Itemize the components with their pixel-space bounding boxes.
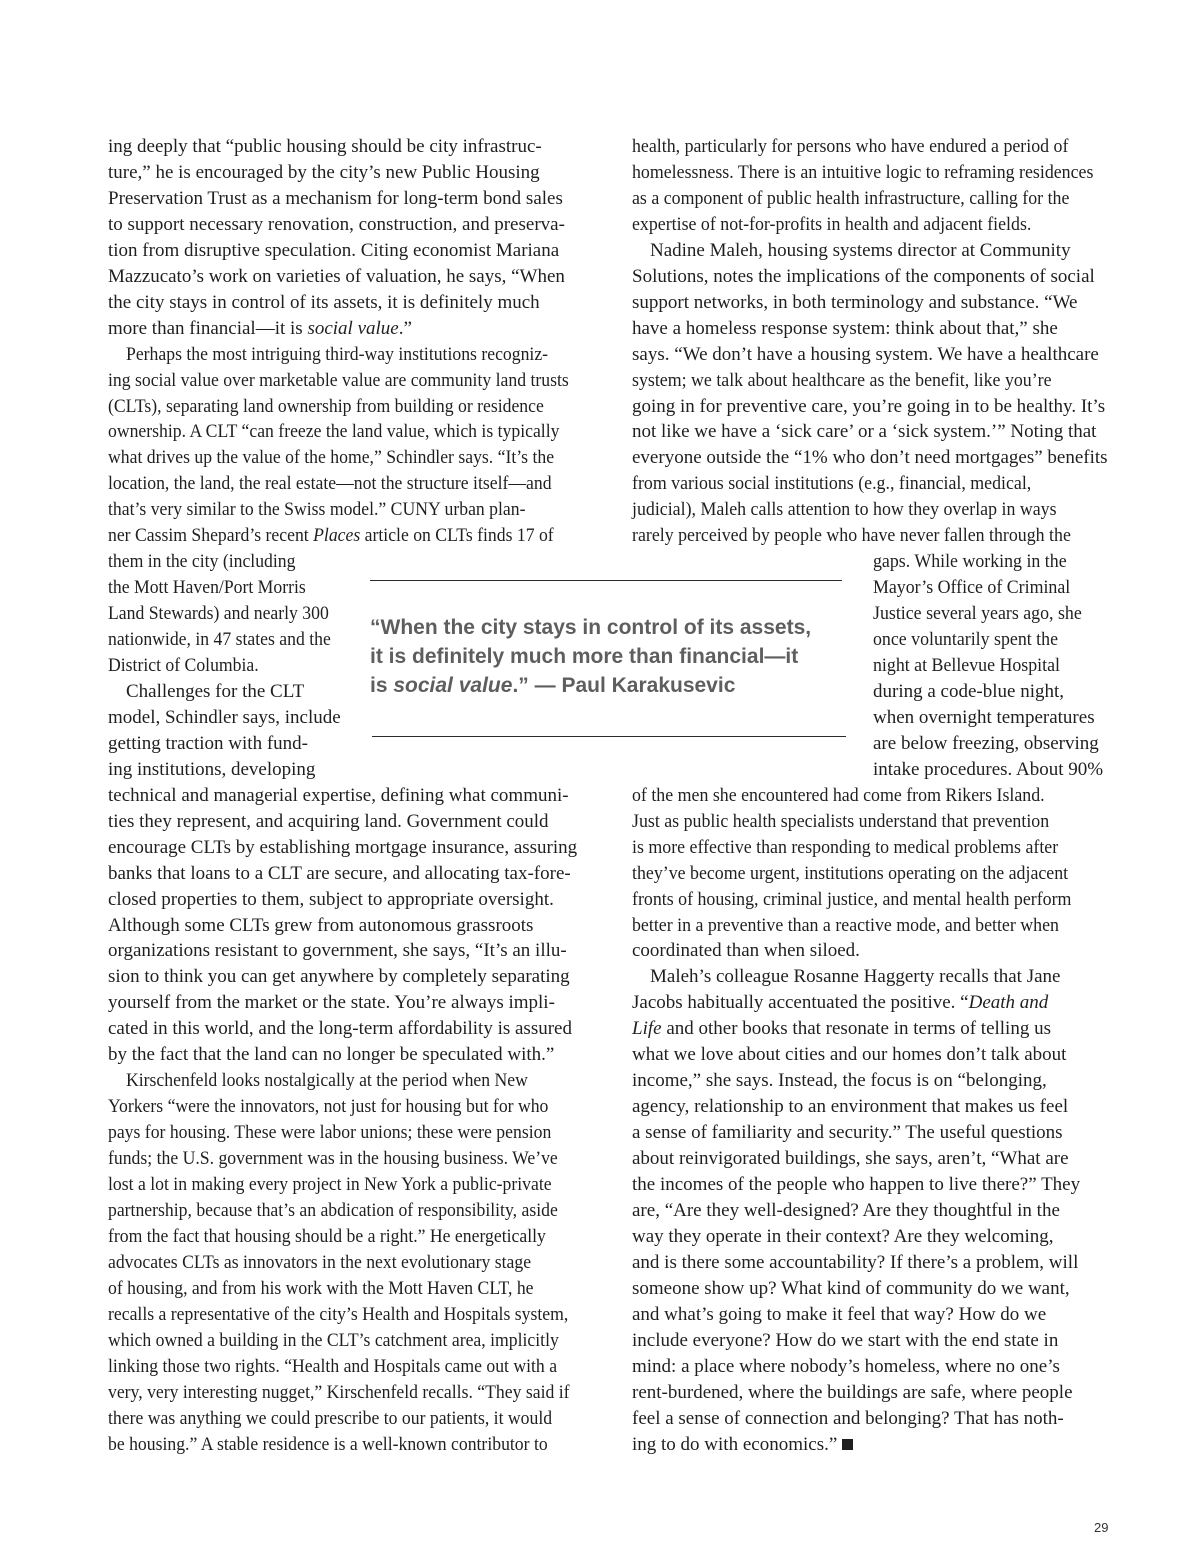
right-column-line: someone show up? What kind of community do we want,: [632, 1277, 1070, 1299]
right-column-line: way they operate in their context? Are they welcoming,: [632, 1225, 1054, 1247]
left-column-line: very, very interesting nugget,” Kirschenfeld recalls. “They said if: [108, 1381, 570, 1403]
right-column-line: as a component of public health infrastructure, calling for the: [632, 187, 1070, 209]
right-column-line: is more effective than responding to medical problems after: [632, 836, 1059, 858]
left-column-line: Although some CLTs grew from autonomous grassroots: [108, 914, 534, 936]
right-column-line: a sense of familiarity and security.” The useful questions: [632, 1122, 1063, 1144]
left-column-line: be housing.” A stable residence is a well-known contributor to: [108, 1433, 548, 1455]
left-column-line: more than financial—it is social value.”: [108, 317, 412, 339]
left-column-line: recalls a representative of the city’s Health and Hospitals system,: [108, 1303, 569, 1325]
right-column-line: the incomes of the people who happen to live there?” They: [632, 1174, 1081, 1195]
right-column-line: expertise of not-for-profits in health and adjacent fields.: [632, 213, 1032, 235]
end-of-article-mark: [842, 1439, 853, 1450]
left-column-line: from the fact that housing should be a right.” He energetically: [108, 1225, 546, 1247]
right-column-line: Justice several years ago, she: [873, 603, 1082, 625]
right-column-line: night at Bellevue Hospital: [873, 655, 1061, 676]
right-column-line: rarely perceived by people who have never fallen through the: [632, 525, 1071, 547]
left-column-line: organizations resistant to government, she says, “It’s an illu-: [108, 940, 567, 962]
left-column-line: ties they represent, and acquiring land. Government could: [108, 810, 549, 832]
left-column-line: advocates CLTs as innovators in the next evolutionary stage: [108, 1251, 532, 1273]
right-column-line: better in a preventive than a reactive mode, and better when: [632, 914, 1059, 936]
right-column-line: gaps. While working in the: [873, 551, 1067, 573]
right-column-line: are, “Are they well-designed? Are they thoughtful in the: [632, 1199, 1060, 1221]
right-column-line: are below freezing, observing: [873, 732, 1099, 754]
right-column-line: include everyone? How do we start with the end state in: [632, 1329, 1059, 1351]
right-column-line: and what’s going to make it feel that way? How do we: [632, 1303, 1047, 1325]
left-column-line: to support necessary renovation, construction, and preserva-: [108, 213, 565, 235]
right-column-line: judicial), Maleh calls attention to how they overlap in ways: [632, 499, 1057, 521]
pull-quote-line: it is definitely much more than financial—it: [370, 645, 799, 668]
right-column-line: Life and other books that resonate in terms of telling us: [632, 1018, 1051, 1040]
right-column-line: of the men she encountered had come from Rikers Island.: [632, 784, 1045, 806]
left-column-line: Challenges for the CLT: [126, 680, 305, 702]
right-column-line: have a homeless response system: think about that,” she: [632, 317, 1058, 339]
left-column-line: Mazzucato’s work on varieties of valuation, he says, “When: [108, 265, 565, 287]
left-column-line: nationwide, in 47 states and the: [108, 629, 331, 651]
right-column-line: income,” she says. Instead, the focus is on “belonging,: [632, 1070, 1047, 1092]
right-column-line: system; we talk about healthcare as the benefit, like you’re: [632, 369, 1052, 391]
left-column-line: District of Columbia.: [108, 655, 259, 676]
left-column-line: ownership. A CLT “can freeze the land value, which is typically: [108, 421, 560, 443]
right-column-line: homelessness. There is an intuitive logic to reframing residences: [632, 161, 1094, 183]
right-column-line: Nadine Maleh, housing systems director at Community: [650, 239, 1071, 261]
left-column-line: closed properties to them, subject to appropriate oversight.: [108, 888, 554, 910]
left-column-line: encourage CLTs by establishing mortgage insurance, assuring: [108, 836, 578, 858]
left-column-line: the Mott Haven/Port Morris: [108, 577, 306, 599]
left-column-line: that’s very similar to the Swiss model.” CUNY urban plan-: [108, 499, 526, 521]
right-column-line: from various social institutions (e.g., financial, medical,: [632, 473, 1032, 495]
right-column-line: not like we have a ‘sick care’ or a ‘sick system.’” Noting that: [632, 421, 1097, 443]
right-column-line: support networks, in both terminology and substance. “We: [632, 291, 1078, 313]
right-column-line: everyone outside the “1% who don’t need mortgages” benefits: [632, 447, 1108, 469]
right-column-line: they’ve become urgent, institutions operating on the adjacent: [632, 862, 1069, 884]
left-column-line: Kirschenfeld looks nostalgically at the period when New: [126, 1070, 528, 1092]
right-column-line: Just as public health specialists understand that prevention: [632, 810, 1050, 832]
left-column-line: tion from disruptive speculation. Citing economist Mariana: [108, 239, 560, 261]
left-column-line: technical and managerial expertise, defining what communi-: [108, 784, 569, 806]
pull-quote-top-rule: [370, 580, 842, 581]
left-column-line: by the fact that the land can no longer be speculated with.”: [108, 1044, 555, 1066]
left-column-line: location, the land, the real estate—not the structure itself—and: [108, 473, 552, 495]
right-column-line: Solutions, notes the implications of the components of social: [632, 265, 1095, 287]
right-column-line: rent-burdened, where the buildings are safe, where people: [632, 1381, 1073, 1403]
left-column-line: getting traction with fund-: [108, 732, 308, 754]
right-column-line: intake procedures. About 90%: [873, 758, 1104, 780]
left-column-line: sion to think you can get anywhere by completely separating: [108, 966, 570, 988]
right-column-line: fronts of housing, criminal justice, and mental health perform: [632, 888, 1072, 910]
left-column-line: which owned a building in the CLT’s catchment area, implicitly: [108, 1329, 559, 1351]
right-column-line: what we love about cities and our homes don’t talk about: [632, 1044, 1067, 1066]
right-column-line: Jacobs habitually accentuated the positive. “Death and: [632, 992, 1049, 1014]
left-column-line: ture,” he is encouraged by the city’s new Public Housing: [108, 161, 540, 183]
right-column-line: coordinated than when siloed.: [632, 940, 860, 962]
left-column-line: lost a lot in making every project in New York a public-private: [108, 1174, 552, 1195]
right-column-line: says. “We don’t have a housing system. We have a healthcare: [632, 343, 1099, 365]
left-column-line: yourself from the market or the state. You’re always impli-: [108, 992, 555, 1014]
right-column-line: ing to do with economics.”: [632, 1432, 853, 1458]
left-column-line: partnership, because that’s an abdication of responsibility, aside: [108, 1199, 558, 1221]
right-column-line: Maleh’s colleague Rosanne Haggerty recalls that Jane: [650, 966, 1061, 988]
left-column-line: pays for housing. These were labor unions; these were pension: [108, 1122, 552, 1144]
left-column-line: there was anything we could prescribe to our patients, it would: [108, 1407, 553, 1429]
left-column-line: banks that loans to a CLT are secure, and allocating tax-fore-: [108, 862, 571, 884]
right-column-line: about reinvigorated buildings, she says, aren’t, “What are: [632, 1148, 1069, 1170]
left-column-line: funds; the U.S. government was in the housing business. We’ve: [108, 1148, 558, 1170]
left-column-line: what drives up the value of the home,” Schindler says. “It’s the: [108, 447, 555, 469]
right-column-line: once voluntarily spent the: [873, 629, 1059, 651]
right-column-line: feel a sense of connection and belonging? That has noth-: [632, 1407, 1064, 1429]
left-column-line: linking those two rights. “Health and Hospitals came out with a: [108, 1355, 558, 1377]
right-column-line: and is there some accountability? If there’s a problem, will: [632, 1251, 1079, 1273]
left-column-line: ing deeply that “public housing should be city infrastruc-: [108, 136, 542, 157]
left-column-line: ing institutions, developing: [108, 758, 316, 780]
left-column-line: of housing, and from his work with the Mott Haven CLT, he: [108, 1277, 534, 1299]
left-column-line: model, Schindler says, include: [108, 706, 341, 728]
right-column-line: health, particularly for persons who have endured a period of: [632, 136, 1069, 157]
left-column-line: them in the city (including: [108, 551, 296, 573]
left-column-line: Perhaps the most intriguing third-way institutions recogniz-: [126, 343, 549, 365]
right-column-line: when overnight temperatures: [873, 706, 1095, 728]
right-column-line: Mayor’s Office of Criminal: [873, 577, 1071, 599]
page-number: 29: [1094, 1520, 1109, 1535]
right-column-line: agency, relationship to an environment that makes us feel: [632, 1096, 1069, 1118]
right-column-line: during a code-blue night,: [873, 680, 1065, 702]
left-column-line: Land Stewards) and nearly 300: [108, 603, 329, 625]
left-column-line: Preservation Trust as a mechanism for long-term bond sales: [108, 187, 563, 209]
left-column-line: cated in this world, and the long-term affordability is assured: [108, 1018, 572, 1040]
pull-quote: [370, 613, 850, 700]
pull-quote-line: “When the city stays in control of its assets,: [370, 616, 812, 639]
left-column-line: (CLTs), separating land ownership from building or residence: [108, 395, 544, 417]
left-column-line: ing social value over marketable value are community land trusts: [108, 369, 569, 391]
pull-quote-bottom-rule: [372, 736, 846, 737]
pull-quote-line: is social value.” — Paul Karakusevic: [370, 674, 736, 697]
left-column-line: the city stays in control of its assets, it is definitely much: [108, 291, 540, 313]
right-column-line: mind: a place where nobody’s homeless, where no one’s: [632, 1355, 1060, 1377]
left-column-line: ner Cassim Shepard’s recent Places article on CLTs finds 17 of: [108, 525, 554, 547]
right-column-line: going in for preventive care, you’re going in to be healthy. It’s: [632, 395, 1106, 417]
left-column-line: Yorkers “were the innovators, not just for housing but for who: [108, 1096, 549, 1118]
